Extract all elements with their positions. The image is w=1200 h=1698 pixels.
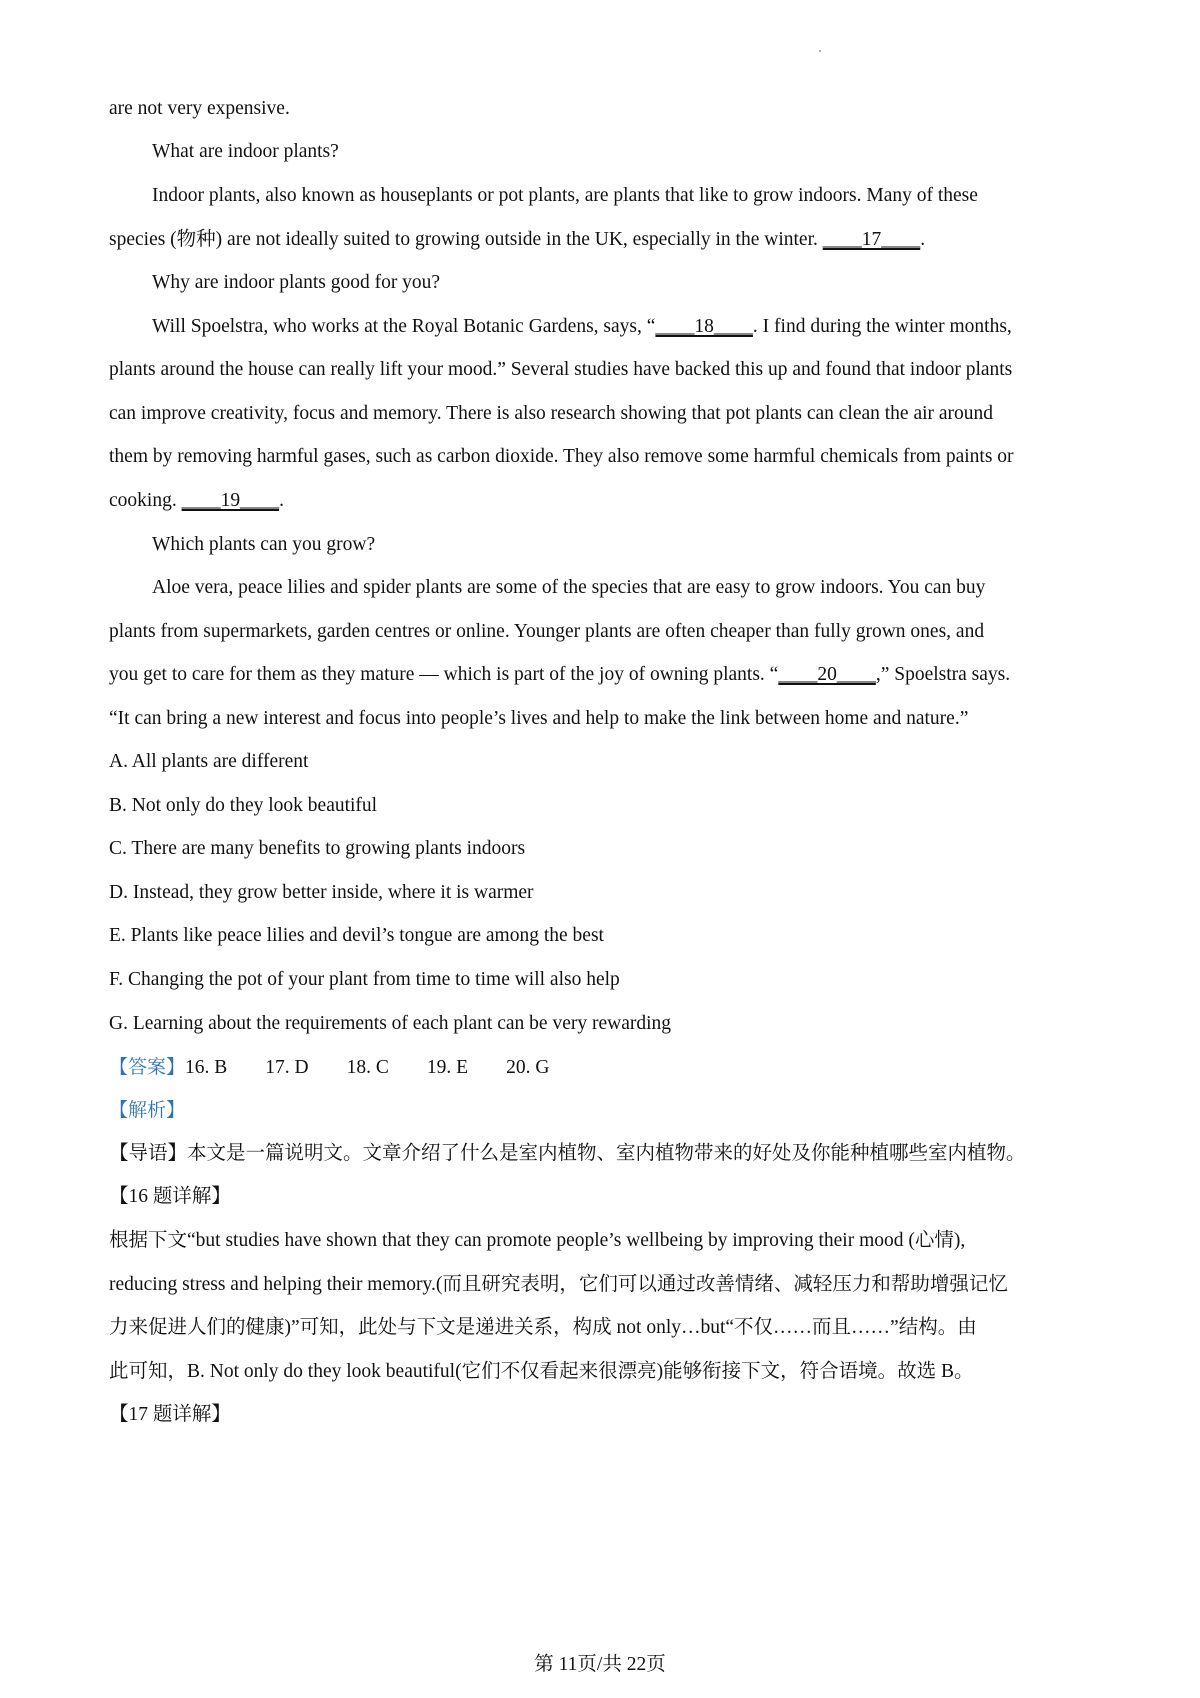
analysis-intro: 【导语】本文是一篇说明文。文章介绍了什么是室内植物、室内植物带来的好处及你能种植哪些室内植物。 (109, 1143, 1026, 1164)
blank-18: ____18____ (655, 316, 753, 337)
q16-heading: 【16 题详解】 (109, 1186, 231, 1207)
passage-line: plants around the house can really lift your mood.” Several studies have backed this up and found that indoor plants (109, 359, 1013, 380)
answer-item: 20. G (506, 1057, 550, 1078)
passage-line: plants from supermarkets, garden centres or online. Younger plants are often cheaper than fully grown ones, and (109, 621, 985, 642)
analysis-label: 【解析】 (109, 1099, 186, 1121)
answer-line (109, 1054, 587, 1081)
answer-label: 【答案】 (109, 1056, 186, 1078)
passage-line: Indoor plants, also known as houseplants or pot plants, are plants that like to grow indoors. Many of these (152, 185, 978, 206)
passage-text: ,” Spoelstra says. (875, 664, 1011, 685)
passage-line: them by removing harmful gases, such as carbon dioxide. They also remove some harmful chemicals from paints or (109, 446, 1014, 467)
answer-item: 16. B (185, 1057, 228, 1078)
blank-20: ____20____ (778, 664, 876, 685)
blank-19: ____19____ (181, 490, 280, 511)
q16-explanation-line: 根据下文“but studies have shown that they can promote people’s wellbeing by improving their mood (心情), (109, 1230, 966, 1251)
passage-line: “It can bring a new interest and focus into people’s lives and help to make the link between home and nature.” (109, 708, 969, 729)
passage-line-17 (109, 227, 925, 253)
passage-line-19 (109, 488, 284, 514)
passage-text: you get to care for them as they mature — which is part of the joy of owning plants. “ (109, 664, 779, 685)
passage-line: can improve creativity, focus and memory. There is also research showing that pot plants can clean the air around (109, 403, 994, 424)
q16-explanation-line: reducing stress and helping their memory.(而且研究表明，它们可以通过改善情绪、减轻压力和帮助增强记忆 (109, 1274, 1008, 1295)
option-a: A. All plants are different (109, 751, 309, 772)
passage-line-20 (109, 662, 1010, 688)
option-d: D. Instead, they grow better inside, where it is warmer (109, 882, 534, 903)
q16-explanation-line: 力来促进人们的健康)”可知，此处与下文是递进关系，构成 not only…but“不仅……而且……”结构。由 (109, 1317, 977, 1338)
passage-text: . I find during the winter months, (752, 316, 1012, 337)
passage-line: are not very expensive. (109, 98, 290, 119)
section-heading-why: Why are indoor plants good for you? (152, 272, 441, 293)
page-number: 第 11页/共 22页 (534, 1654, 666, 1675)
section-heading-which: Which plants can you grow? (152, 534, 376, 555)
option-c: C. There are many benefits to growing plants indoors (109, 838, 526, 859)
blank-17: ____17____ (822, 229, 921, 250)
option-f: F. Changing the pot of your plant from time to time will also help (109, 969, 620, 990)
section-heading-what: What are indoor plants? (152, 141, 339, 162)
answer-item: 18. C (346, 1057, 389, 1078)
option-g: G. Learning about the requirements of each plant can be very rewarding (109, 1013, 672, 1034)
passage-text: species (物种) are not ideally suited to growing outside in the UK, especially in the winter. (109, 229, 823, 250)
passage-line-18 (152, 314, 1012, 340)
q16-explanation-line: 此可知，B. Not only do they look beautiful(它们不仅看起来很漂亮)能够衔接下文，符合语境。故选 B。 (109, 1361, 974, 1382)
passage-text: Will Spoelstra, who works at the Royal Botanic Gardens, says, “ (152, 316, 656, 337)
scan-dot (819, 50, 821, 52)
option-b: B. Not only do they look beautiful (109, 795, 378, 816)
option-e: E. Plants like peace lilies and devil’s tongue are among the best (109, 925, 604, 946)
passage-text: . (279, 490, 284, 511)
passage-line: Aloe vera, peace lilies and spider plants are some of the species that are easy to grow indoors. You can buy (152, 577, 986, 598)
answer-item: 17. D (265, 1057, 309, 1078)
passage-text: cooking. (109, 490, 182, 511)
answer-item: 19. E (426, 1057, 469, 1078)
passage-text: . (920, 229, 926, 250)
q17-heading: 【17 题详解】 (109, 1404, 231, 1425)
